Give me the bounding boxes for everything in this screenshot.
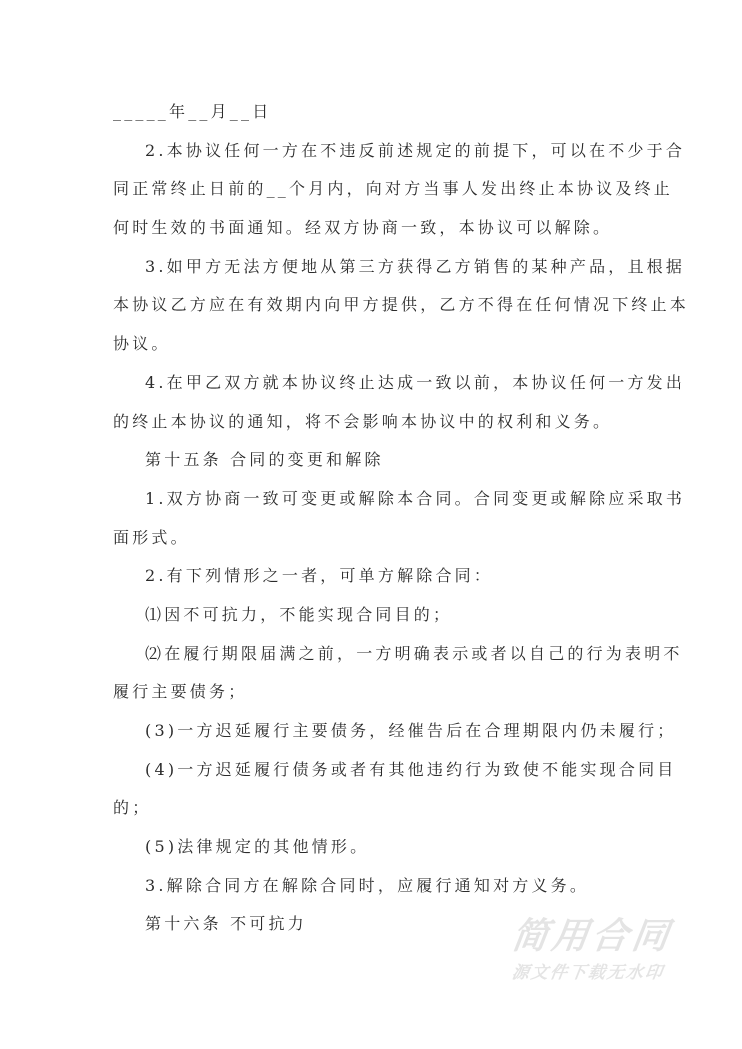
clause-15-2-item-4-line-2: 的；	[113, 798, 152, 818]
clause-14-2-line-1: 2.本协议任何一方在不违反前述规定的前提下，可以在不少于合	[145, 140, 686, 160]
clause-15-2-item-1: ⑴因不可抗力，不能实现合同目的；	[145, 604, 453, 624]
watermark-brand: 简用合同	[509, 916, 675, 957]
document-page	[113, 98, 690, 949]
clause-15-1-line-2: 面形式。	[113, 527, 190, 547]
article-16-heading: 第十六条 不可抗力	[145, 914, 307, 934]
clause-14-2-line-2: 同正常终止日前的__个月内，向对方当事人发出终止本协议及终止	[113, 179, 674, 199]
date-blank-line: _____年__月__日	[113, 102, 272, 121]
clause-14-3-line-3: 协议。	[113, 334, 171, 354]
article-15-heading: 第十五条 合同的变更和解除	[145, 450, 384, 470]
clause-15-2-item-2-line-1: ⑵在履行期限届满之前，一方明确表示或者以自己的行为表明不	[145, 643, 683, 663]
clause-14-3-line-2: 本协议乙方应在有效期内向甲方提供，乙方不得在任何情况下终止本	[113, 295, 690, 315]
clause-15-2-item-3: (3)一方迟延履行主要债务，经催告后在合理期限内仍未履行；	[145, 721, 677, 740]
clause-15-2-item-5: (5)法律规定的其他情形。	[145, 837, 370, 857]
clause-15-2-intro: 2.有下列情形之一者，可单方解除合同：	[145, 566, 494, 586]
clause-15-2-item-4-line-1: (4)一方迟延履行债务或者有其他违约行为致使不能实现合同目	[145, 759, 677, 779]
clause-15-1-line-1: 1.双方协商一致可变更或解除本合同。合同变更或解除应采取书	[145, 488, 686, 508]
clause-15-3: 3.解除合同方在解除合同时，应履行通知对方义务。	[145, 875, 590, 895]
clause-14-4-line-2: 的终止本协议的通知，将不会影响本协议中的权利和义务。	[113, 411, 613, 431]
clause-14-4-line-1: 4.在甲乙双方就本协议终止达成一致以前，本协议任何一方发出	[145, 372, 686, 392]
watermark-tagline: 源文件下载无水印	[510, 963, 666, 983]
clause-14-2-line-3: 何时生效的书面通知。经双方协商一致，本协议可以解除。	[113, 218, 613, 238]
clause-15-2-item-2-line-2: 履行主要债务；	[113, 682, 248, 702]
clause-14-3-line-1: 3.如甲方无法方便地从第三方获得乙方销售的某种产品，且根据	[145, 256, 686, 276]
watermark	[509, 916, 692, 984]
